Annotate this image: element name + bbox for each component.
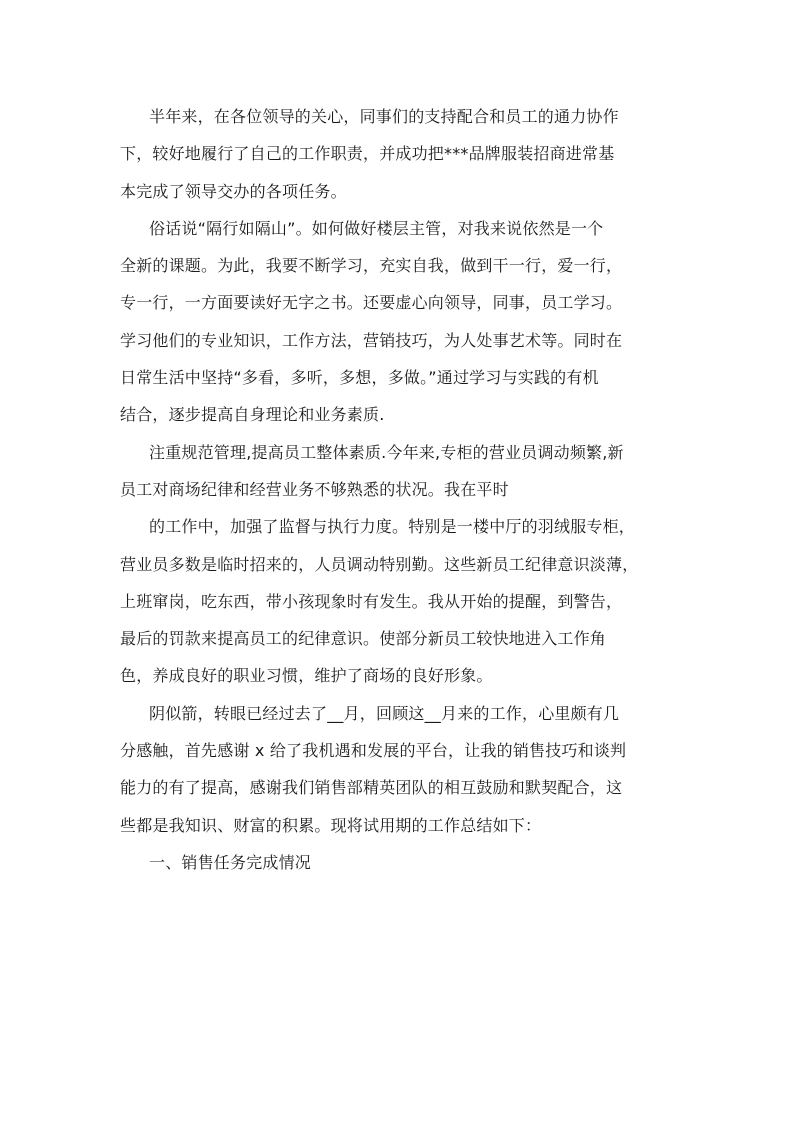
section-heading: 一、销售任务完成情况 xyxy=(149,852,312,872)
text-line: 下，较好地履行了自己的工作职责，并成功把***品牌服装招商进常基 xyxy=(120,144,615,164)
text-line: 营业员多数是临时招来的，人员调动特别勤。这些新员工纪律意识淡薄， xyxy=(120,554,639,574)
text-line: 些都是我知识、财富的积累。现将试用期的工作总结如下： xyxy=(120,815,542,835)
text-line: 本完成了领导交办的各项任务。 xyxy=(120,181,347,201)
text-line: 半年来，在各位领导的关心，同事们的支持配合和员工的通力协作 xyxy=(149,107,619,126)
text-line: 结合，逐步提高自身理论和业务素质. xyxy=(120,405,385,425)
text-line: 俗话说“隔行如隔山”。如何做好楼层主管，对我来说依然是一个 xyxy=(149,218,604,238)
text-line: 日常生活中坚持“多看，多听，多想，多做。”通过学习与实践的有机 xyxy=(120,368,599,388)
text-line: 专一行，一方面要读好无字之书。还要虚心向领导，同事，员工学习。 xyxy=(120,293,623,313)
text-line: 阴似箭，转眼已经过去了__月，回顾这__月来的工作，心里颇有几 xyxy=(149,703,620,723)
text-line: 学习他们的专业知识，工作方法，营销技巧，为人处事艺术等。同时在 xyxy=(120,330,623,350)
text-line: 最后的罚款来提高员工的纪律意识。使部分新员工较快地进入工作角 xyxy=(120,629,607,649)
document-body xyxy=(120,98,675,881)
text-line: 的工作中，加强了监督与执行力度。特别是一楼中厅的羽绒服专柜， xyxy=(149,517,636,537)
text-line: 色，养成良好的职业习惯，维护了商场的良好形象。 xyxy=(120,666,493,686)
text-line: 能力的有了提高，感谢我们销售部精英团队的相互鼓励和默契配合，这 xyxy=(120,778,623,798)
text-line: 员工对商场纪律和经营业务不够熟悉的状况。我在平时 xyxy=(120,479,509,499)
text-line: 注重规范管理,提高员工整体素质.今年来,专柜的营业员调动频繁,新 xyxy=(149,442,624,462)
text-line: 上班窜岗，吃东西，带小孩现象时有发生。我从开始的提醒，到警告， xyxy=(120,591,623,611)
text-line: 全新的课题。为此，我要不断学习，充实自我，做到干一行，爱一行， xyxy=(120,256,623,276)
text-line: 分感触，首先感谢 x 给了我机遇和发展的平台，让我的销售技巧和谈判 xyxy=(120,741,627,761)
